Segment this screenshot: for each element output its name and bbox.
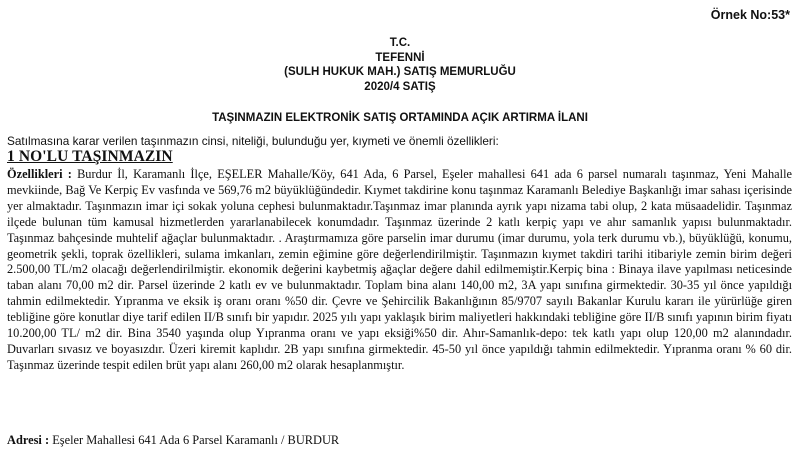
features-text: Burdur İl, Karamanlı İlçe, EŞELER Mahalle/Köy, 641 Ada, 6 Parsel, Eşeler mahallesi 641 ada 6 parsel numaralı taşınmaz, Yeni Mahalle mevkiinde, Bağ Ve Kerpiç Ev vasfında ve 569,76 m2 büyüklüğündedir. Kıymet takdirine konu taşınmaz Karamanlı Belediye Başkanlığı imar sahası içerisinde yer almaktadır. Taşınmazın imar içi sokak yoluna cephesi bulunmaktadır.Taşınmaz imar planında ayrık yapı nizama tabi olup, 2 kata müsaadelidir. Taşınmaz ilçede bulunan tüm kamusal hizmetlerden yararlanabilecek konumdadır. Taşınmaz üzerinde 2 katlı kerpiç yapı ve ahır samanlık yapısı bulunmaktadır. Taşınmaz bahçesinde muhtelif ağaçlar bulunmaktadır. . Araştırmamıza göre parselin imar durumu (imar durumu, yola terk durumu vb.), büyüklüğü, konumu, geometrik şekli, toprak özellikleri, sulama imkanları, zemin eğimine göre değerlendirilmiştir. Taşınmazın kıymet takdiri tarihi itibariyle zemin birim değeri 2.500,00 TL/m2 olacağı değerlendirilmiştir. ekonomik değerini kaybetmiş ağaçlar değere dahil edilmemiştir.Kerpiç bina : Binaya ilave yapılması neticesinde taban alanı 70,00 m2 dir. Parsel üzerinde 2 katlı ev ve bulunmaktadır. Toplam bina alanı 140,00 m2, 3A yapı sınıfına girmektedir. 30-35 yıl önce yapıldığı tahmin edilmektedir. Yıpranma ve eksik iş oranı oranı %50 dir. Çevre ve Şehircilik Bakanlığının 85/9707 sayılı Bakanlar Kurulu kararı ile yürürlüğe giren tebliğine göre konutlar diye tarif edilen II/B sınıfı bir yapıdır. 2025 yılı yapı yaklaşık birim maliyetleri hakkındaki tebliğine göre II/B sınıfı yapının birim fiyatı 10.200,00 TL/ m2 dir. Bina 3540 yaşında olup Yıpranma oranı ve yapı eksiği%50 dir. Ahır-Samanlık-depo: tek katlı yapı olup 120,00 m2 alanındadır. Duvarları sıvasız ve boyasızdır. Üzeri kiremit kaplıdır. 2B yapı sınıfına girmektedir. 45-50 yıl önce yapıldığı tahmin edilmektedir. Yıpranma oranı % 60 dir. Taşınmaz üzerinde tespit edilen brüt yapı alanı 260,00 m2 olarak hesaplanmıştır.: [7, 167, 792, 372]
header-case-number: 2020/4 SATIŞ: [364, 80, 436, 93]
notice-title: TAŞINMAZIN ELEKTRONİK SATIŞ ORTAMINDA AÇIK ARTIRMA İLANI: [212, 112, 588, 124]
intro-text: Satılmasına karar verilen taşınmazın cinsi, niteliği, bulunduğu yer, kıymeti ve önemli özellikleri:: [7, 134, 499, 148]
address-text: Eşeler Mahallesi 641 Ada 6 Parsel Karamanlı / BURDUR: [49, 433, 340, 447]
address-label: Adresi :: [7, 433, 50, 447]
document-header: [0, 36, 800, 94]
property-heading: 1 NO'LU TAŞINMAZIN: [7, 148, 173, 165]
header-office: (SULH HUKUK MAH.) SATIŞ MEMURLUĞU: [284, 66, 516, 79]
property-address: [7, 433, 792, 448]
header-country: T.C.: [389, 37, 411, 49]
header-district: TEFENNİ: [375, 51, 425, 64]
features-label: Özellikleri :: [7, 167, 72, 181]
sample-number: Örnek No:53*: [710, 8, 790, 22]
property-features: [7, 167, 792, 374]
